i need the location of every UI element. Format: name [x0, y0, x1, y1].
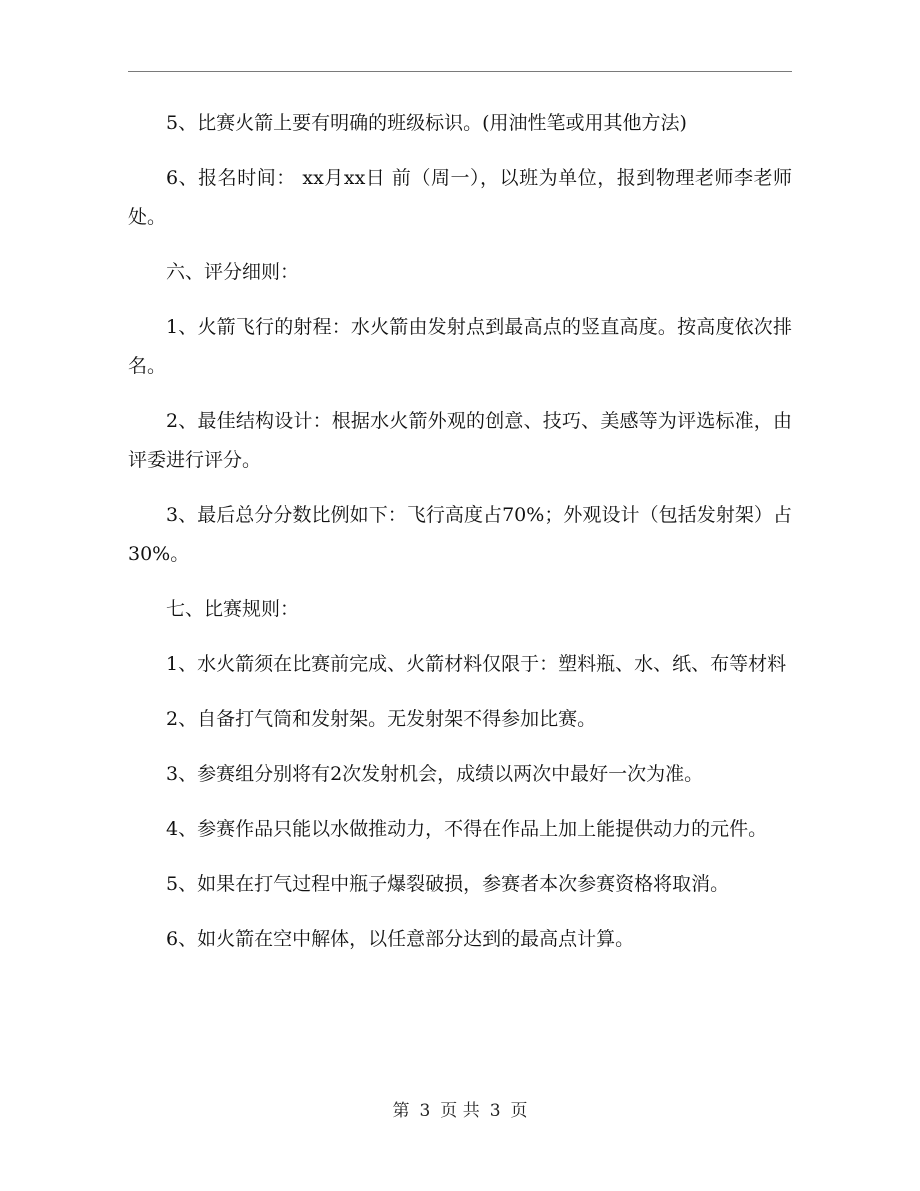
paragraph: 6、如火箭在空中解体，以任意部分达到的最高点计算。	[166, 928, 635, 950]
footer-suffix: 页	[510, 1101, 528, 1121]
footer-current-page: 3	[419, 1101, 431, 1121]
footer-middle: 页 共	[440, 1101, 480, 1121]
footer-total-pages: 3	[489, 1101, 501, 1121]
paragraph: 1、火箭飞行的射程：水火箭由发射点到最高点的竖直高度。按高度依次排名。	[128, 316, 792, 377]
section-heading: 六、评分细则：	[166, 261, 300, 283]
document-body	[128, 104, 792, 975]
paragraph: 2、最佳结构设计：根据水火箭外观的创意、技巧、美感等为评选标准，由评委进行评分。	[128, 410, 792, 471]
section-heading: 七、比赛规则：	[166, 598, 300, 620]
paragraph: 3、最后总分分数比例如下：飞行高度占70%；外观设计（包括发射架）占30%。	[128, 504, 792, 565]
paragraph: 6、报名时间： xx月xx日 前（周一），以班为单位，报到物理老师李老师处。	[128, 167, 792, 228]
paragraph: 2、自备打气筒和发射架。无发射架不得参加比赛。	[166, 708, 597, 730]
footer-prefix: 第	[392, 1101, 410, 1121]
paragraph: 1、水火箭须在比赛前完成、火箭材料仅限于：塑料瓶、水、纸、布等材料	[166, 653, 787, 675]
paragraph: 5、比赛火箭上要有明确的班级标识。(用油性笔或用其他方法)	[166, 112, 687, 134]
paragraph: 4、参赛作品只能以水做推动力，不得在作品上加上能提供动力的元件。	[166, 818, 768, 840]
header-rule	[128, 71, 792, 72]
paragraph: 5、如果在打气过程中瓶子爆裂破损，参赛者本次参赛资格将取消。	[166, 873, 730, 895]
paragraph: 3、参赛组分别将有2次发射机会，成绩以两次中最好一次为准。	[166, 763, 704, 785]
page-footer	[0, 1096, 920, 1121]
